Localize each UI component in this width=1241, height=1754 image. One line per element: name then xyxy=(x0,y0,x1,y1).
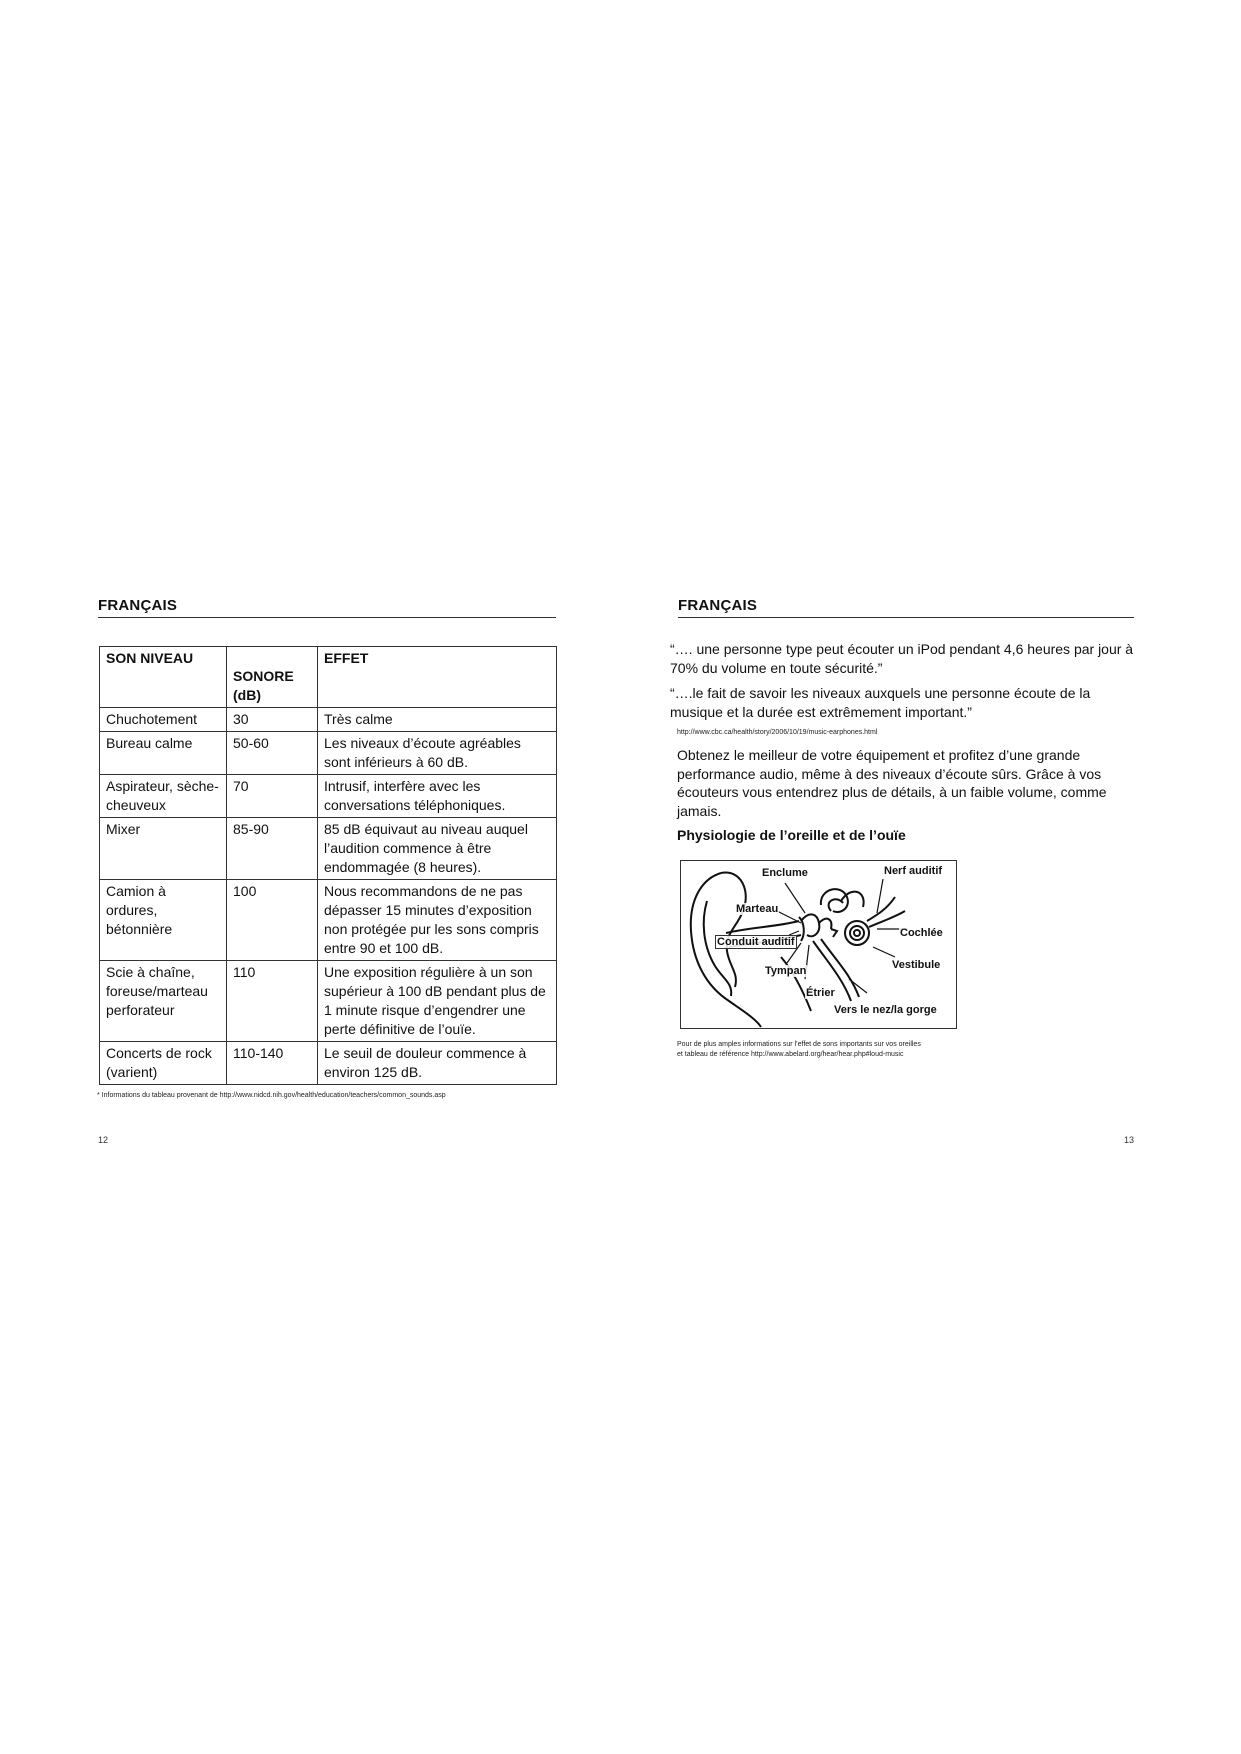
reference-note-line2: et tableau de référence http://www.abelard.org/hear/hear.php#loud-music xyxy=(677,1051,904,1058)
table-row xyxy=(100,1042,557,1085)
cell-source: Aspirateur, sèche-cheuveux xyxy=(100,775,227,818)
table-row xyxy=(100,775,557,818)
cell-level: 30 xyxy=(227,708,318,732)
label-enclume: Enclume xyxy=(762,867,808,879)
table-row xyxy=(100,880,557,961)
label-cochlee: Cochlée xyxy=(900,927,943,939)
header-sonore-db: SONORE (dB) xyxy=(227,647,318,708)
page-heading: FRANÇAIS xyxy=(678,597,758,614)
page-heading: FRANÇAIS xyxy=(98,597,178,614)
cell-level: 100 xyxy=(227,880,318,961)
section-subheading: Physiologie de l’oreille et de l’ouïe xyxy=(677,827,906,843)
heading-rule xyxy=(98,617,556,618)
page-number: 12 xyxy=(98,1135,109,1145)
reference-note-line1: Pour de plus amples informations sur l’effet de sons importants sur vos oreilles xyxy=(677,1041,921,1048)
cell-source: Camion à ordures, bétonnière xyxy=(100,880,227,961)
label-marteau: Marteau xyxy=(736,903,779,915)
table-footnote: * Informations du tableau provenant de http://www.nidcd.nih.gov/health/education/teachers/common_sounds.asp xyxy=(97,1092,446,1099)
source-link: http://www.cbc.ca/health/story/2006/10/19/music-earphones.html xyxy=(677,729,878,736)
cell-effect: Très calme xyxy=(318,708,557,732)
cell-effect: Une exposition régulière à un son supérieur à 100 dB pendant plus de 1 minute risque d’engendrer une perte définitive de l’ouïe. xyxy=(318,961,557,1042)
cell-level: 85-90 xyxy=(227,818,318,880)
table-row xyxy=(100,961,557,1042)
label-vers-gorge: Vers le nez/la gorge xyxy=(834,1004,937,1016)
cell-effect: Le seuil de douleur commence à environ 125 dB. xyxy=(318,1042,557,1085)
label-vestibule: Vestibule xyxy=(892,959,941,971)
page-number: 13 xyxy=(1124,1135,1135,1145)
label-tympan: Tympan xyxy=(765,965,807,977)
cell-effect: 85 dB équivaut au niveau auquel l’audition commence à être endommagée (8 heures). xyxy=(318,818,557,880)
table-row xyxy=(100,708,557,732)
left-page xyxy=(0,0,620,1754)
cell-effect: Les niveaux d’écoute agréables sont inférieurs à 60 dB. xyxy=(318,732,557,775)
label-conduit-auditif: Conduit auditif xyxy=(717,936,795,948)
ear-diagram xyxy=(680,860,957,1029)
heading-rule xyxy=(678,617,1134,618)
sound-level-table xyxy=(99,646,557,1085)
cell-source: Bureau calme xyxy=(100,732,227,775)
cell-source: Scie à chaîne, foreuse/marteau perforateur xyxy=(100,961,227,1042)
cell-effect: Intrusif, interfère avec les conversations téléphoniques. xyxy=(318,775,557,818)
quote-listening-levels: “….le fait de savoir les niveaux auxquels une personne écoute de la musique et la durée est extrêmement important.” xyxy=(670,685,1091,720)
header-son-niveau: SON NIVEAU xyxy=(100,647,227,708)
cell-effect: Nous recommandons de ne pas dépasser 15 minutes d’exposition non protégée pur les sons compris entre 90 et 100 dB. xyxy=(318,880,557,961)
quote-ipod: “…. une personne type peut écouter un iPod pendant 4,6 heures par jour à 70% du volume en toute sécurité.” xyxy=(670,641,1134,676)
label-etrier: Étrier xyxy=(806,987,835,999)
cell-level: 110-140 xyxy=(227,1042,318,1085)
equipment-paragraph: Obtenez le meilleur de votre équipement et profitez d’une grande performance audio, même à des niveaux d’écoute sûrs. Grâce à vos écouteurs vous entendrez plus de détails, à un faible volume, comme jamais. xyxy=(677,747,1107,819)
table-row xyxy=(100,818,557,880)
cell-level: 50-60 xyxy=(227,732,318,775)
cell-source: Chuchotement xyxy=(100,708,227,732)
cell-source: Mixer xyxy=(100,818,227,880)
cell-source: Concerts de rock (varient) xyxy=(100,1042,227,1085)
header-effet: EFFET xyxy=(318,647,557,708)
cell-level: 110 xyxy=(227,961,318,1042)
table-row xyxy=(100,732,557,775)
cell-level: 70 xyxy=(227,775,318,818)
table-header-row xyxy=(100,647,557,708)
label-nerf-auditif: Nerf auditif xyxy=(884,865,943,877)
